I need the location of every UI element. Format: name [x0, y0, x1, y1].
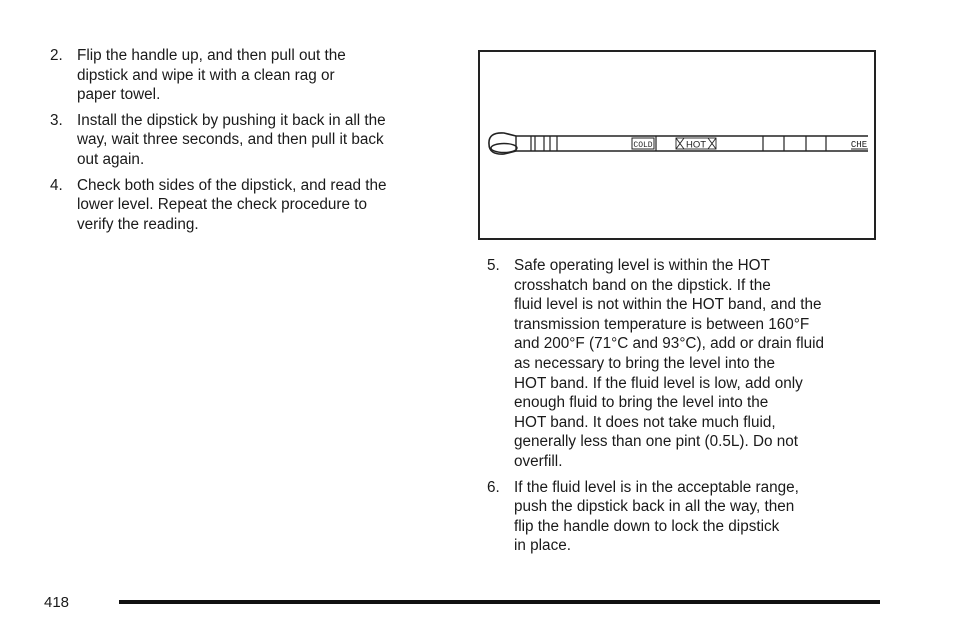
step-2	[50, 46, 450, 105]
step-text: Safe operating level is within the HOT crosshatch band on the dipstick. If the fluid level is not within the HOT band, and the transmission temperature is between 160°F and 200°F (71°C and 93°C), add or drain fluid as necessary to bring the level into the HOT band. If the fluid level is low, add only enough fluid to bring the level into the HOT band. It does not take much fluid, generally less than one pint (0.5L). Do not overfill.	[514, 257, 825, 470]
step-5	[487, 256, 887, 472]
footer-rule	[119, 600, 880, 604]
step-text: If the fluid level is in the acceptable range, push the dipstick back in all the way, then flip the handle down to lock the dipstick in place.	[514, 478, 799, 555]
page-number: 418	[44, 594, 70, 611]
step-6	[487, 478, 887, 556]
check-label: CHE	[850, 140, 868, 150]
step-text: Install the dipstick by pushing it back in all the way, wait three seconds, and then pull it back out again.	[77, 111, 386, 168]
step-number: 4.	[50, 176, 63, 194]
step-3	[50, 111, 450, 170]
dipstick-illustration	[480, 52, 874, 238]
step-4	[50, 176, 450, 235]
cold-label: COLD	[633, 141, 653, 150]
step-text: Check both sides of the dipstick, and read the lower level. Repeat the check procedure to verify the reading.	[77, 176, 387, 233]
step-text: Flip the handle up, and then pull out the dipstick and wipe it with a clean rag or paper towel.	[77, 47, 346, 104]
step-number: 2.	[50, 47, 63, 64]
right-column	[487, 256, 887, 562]
step-number: 3.	[50, 111, 63, 129]
step-number: 5.	[487, 257, 500, 274]
hot-label: HOT	[685, 139, 707, 151]
dipstick-figure	[478, 50, 876, 240]
dipstick-handle-eye	[491, 144, 517, 153]
step-number: 6.	[487, 478, 500, 496]
left-column	[50, 46, 450, 240]
